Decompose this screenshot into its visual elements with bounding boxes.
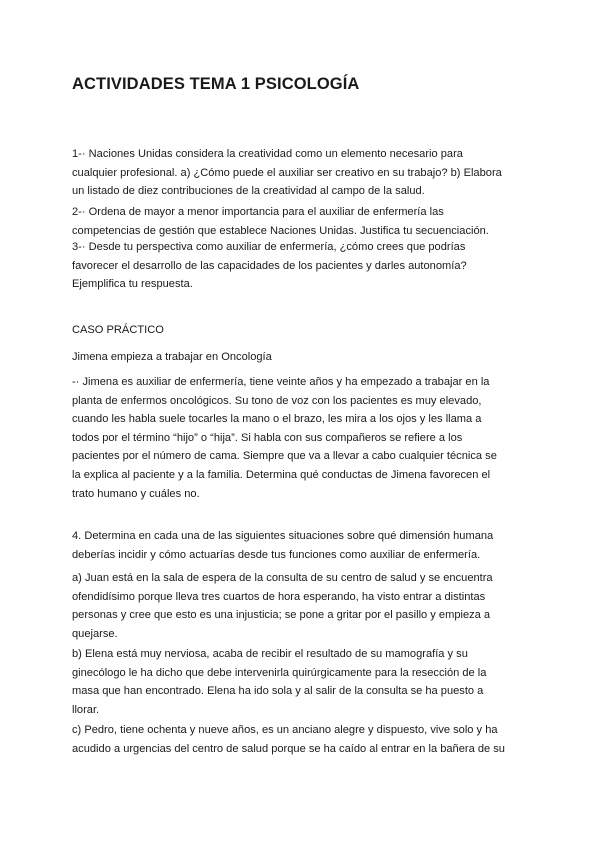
question-4a-line: ofendidísimo porque lleva tres cuartos de hora esperando, ha visto entrar a distintas: [72, 590, 486, 603]
case-subtitle: [72, 348, 532, 367]
question-4b: [72, 645, 532, 719]
case-heading-text: CASO PRÁCTICO: [72, 324, 164, 336]
case-text-line: la explica al paciente y a la familia. Determina qué conductas de Jimena favorecen el: [72, 468, 491, 481]
question-1-line: cualquier profesional. a) ¿Cómo puede el auxiliar ser creativo en su trabajo? b) Elabora: [72, 166, 502, 179]
question-3: [72, 238, 532, 294]
question-3-line: Ejemplifica tu respuesta.: [72, 278, 193, 291]
question-4b-line: llorar.: [72, 703, 100, 716]
question-4c-line: acudido a urgencias del centro de salud porque se ha caído al entrar en la bañera de su: [72, 742, 505, 755]
question-4b-line: b) Elena está muy nerviosa, acaba de recibir el resultado de su mamografía y su: [72, 648, 468, 660]
question-1-line: un listado de diez contribuciones de la creatividad al campo de la salud.: [72, 185, 425, 198]
case-text-line: trato humano y cuáles no.: [72, 487, 200, 500]
question-4a-line: a) Juan está en la sala de espera de la consulta de su centro de salud y se encuentra: [72, 572, 493, 584]
question-4b-line: masa que han encontrado. Elena ha ido sola y al salir de la consulta se ha puesto a: [72, 685, 484, 698]
question-4-line: deberías incidir y cómo actuarías desde tus funciones como auxiliar de enfermería.: [72, 548, 481, 561]
question-4-line: 4. Determina en cada una de las siguientes situaciones sobre qué dimensión humana: [72, 530, 494, 542]
question-4a-line: personas y cree que esto es una injusticia; se pone a gritar por el pasillo y empieza a: [72, 609, 491, 622]
question-3-line: favorecer el desarrollo de las capacidades de los pacientes y darles autonomía?: [72, 259, 467, 272]
case-text-line: cuando les habla suele tocarles la mano o el brazo, les mira a los ojos y les llama a: [72, 413, 482, 426]
case-text-line: -· Jimena es auxiliar de enfermería, tiene veinte años y ha empezado a trabajar en la: [72, 376, 490, 388]
case-subtitle-text: Jimena empieza a trabajar en Oncología: [72, 351, 272, 363]
case-text-line: todos por el término “hijo” o “hija”. Si habla con sus compañeros se refiere a los: [72, 431, 463, 444]
question-4a: [72, 569, 532, 643]
question-1-line: 1-· Naciones Unidas considera la creatividad como un elemento necesario para: [72, 148, 463, 160]
case-text: [72, 373, 532, 503]
question-2: [72, 203, 532, 240]
case-text-line: pacientes por el número de cama. Siempre que va a llevar a cabo cualquier técnica se: [72, 450, 497, 463]
question-4c: [72, 721, 532, 758]
question-4a-line: quejarse.: [72, 627, 118, 640]
question-3-line: 3-· Desde tu perspectiva como auxiliar de enfermería, ¿cómo crees que podrías: [72, 241, 466, 253]
question-2-line: 2-· Ordena de mayor a menor importancia para el auxiliar de enfermería las: [72, 206, 444, 218]
question-4: [72, 527, 532, 564]
question-2-line: competencias de gestión que establece Naciones Unidas. Justifica tu secuenciación.: [72, 224, 489, 237]
case-heading: [72, 321, 532, 340]
question-4b-line: ginecólogo le ha dicho que debe intervenirla quirúrgicamente para la resección de la: [72, 666, 487, 679]
page-title: ACTIVIDADES TEMA 1 PSICOLOGÍA: [72, 75, 360, 93]
question-1: [72, 145, 532, 201]
question-4c-line: c) Pedro, tiene ochenta y nueve años, es un anciano alegre y dispuesto, vive solo y ha: [72, 724, 498, 736]
case-text-line: planta de enfermos oncológicos. Su tono de voz con los pacientes es muy elevado,: [72, 394, 482, 407]
